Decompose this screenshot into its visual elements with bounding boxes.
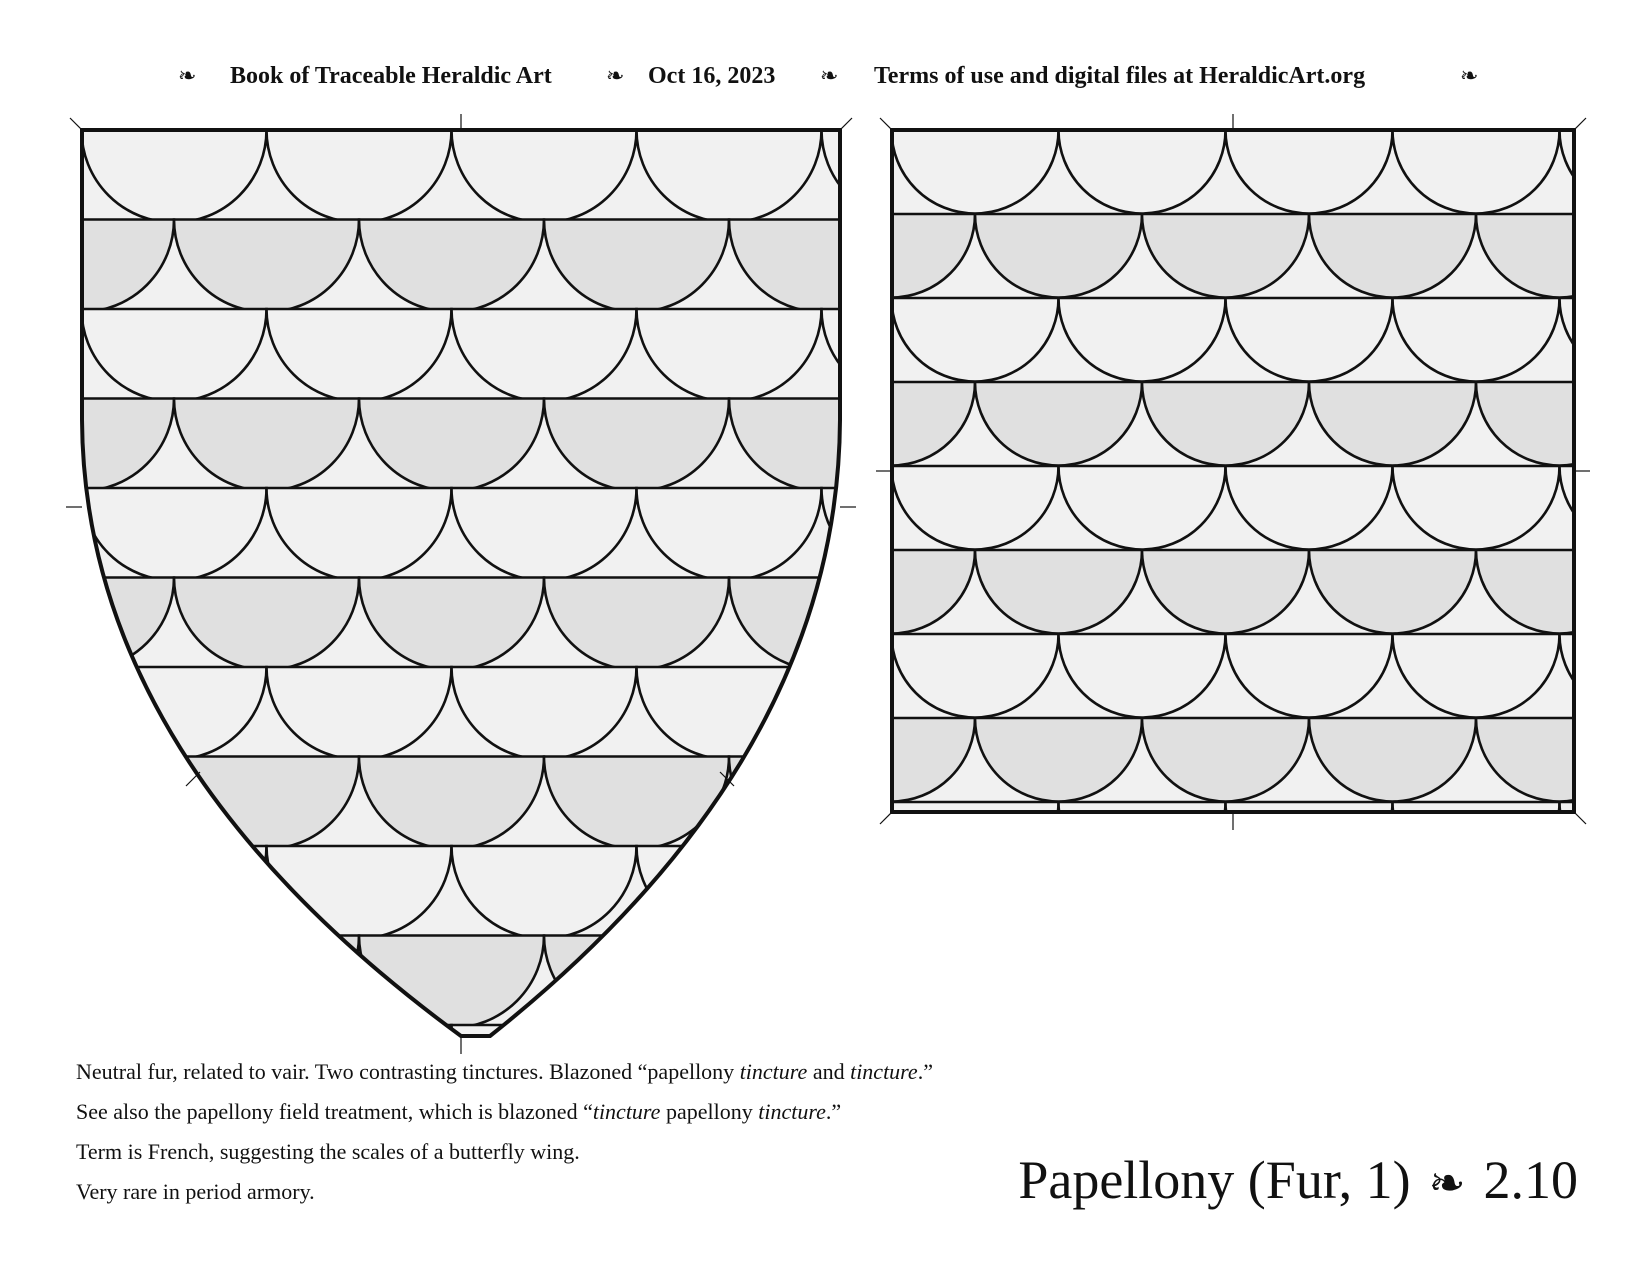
scale <box>641 886 808 970</box>
description <box>76 1052 933 1212</box>
scale <box>544 936 729 1029</box>
registration-mark <box>1574 812 1586 824</box>
description-line: Neutral fur, related to vair. Two contrasting tinctures. Blazoned “papellony tincture and tincture.” <box>76 1059 933 1084</box>
scale <box>0 936 174 1029</box>
scale <box>0 757 174 850</box>
scale <box>0 846 82 939</box>
scale <box>729 936 914 1029</box>
fleuron-icon: ❧ <box>178 63 197 88</box>
scale <box>1309 886 1476 970</box>
registration-mark <box>880 118 892 130</box>
scale <box>82 846 267 939</box>
fleuron-icon: ❧ <box>1460 63 1479 88</box>
scale <box>1142 886 1309 970</box>
scale <box>174 936 359 1029</box>
header-date: Oct 16, 2023 <box>648 63 776 89</box>
fleuron-icon: ❧ <box>820 63 839 88</box>
registration-mark <box>840 118 852 130</box>
scale <box>729 757 914 850</box>
scale <box>0 309 82 402</box>
scale <box>892 802 1059 886</box>
book-title: Book of Traceable Heraldic Art <box>230 63 552 89</box>
scale <box>1059 802 1226 886</box>
registration-mark <box>1574 118 1586 130</box>
scale <box>1393 802 1560 886</box>
fleuron-icon: ❧ <box>1428 1159 1466 1208</box>
scale <box>1643 214 1650 298</box>
plate-title <box>1018 1148 1578 1216</box>
fleuron-icon: ❧ <box>606 63 625 88</box>
plate-number: 2.10 <box>1483 1150 1578 1210</box>
scale <box>1643 886 1650 970</box>
scale <box>725 802 892 886</box>
scale <box>0 130 82 223</box>
registration-mark <box>880 812 892 824</box>
description-line: Very rare in period armory. <box>76 1179 315 1204</box>
plate-name: Papellony (Fur, 1) <box>1018 1150 1411 1210</box>
description-line: See also the papellony field treatment, which is blazoned “tincture papellony tincture.” <box>76 1099 842 1124</box>
scale <box>0 1025 82 1118</box>
scale <box>1643 718 1650 802</box>
scale <box>975 886 1142 970</box>
scale <box>0 667 82 760</box>
registration-mark <box>70 118 82 130</box>
scale <box>1560 802 1650 886</box>
scale <box>1643 382 1650 466</box>
scale <box>0 488 82 581</box>
scale <box>1643 550 1650 634</box>
scale <box>1476 886 1643 970</box>
scale <box>808 886 975 970</box>
registration-mark <box>186 772 200 786</box>
terms-link[interactable]: Terms of use and digital files at HeraldicArt.org <box>874 63 1366 89</box>
scale <box>637 846 822 939</box>
scale <box>822 846 1007 939</box>
scale <box>1226 802 1393 886</box>
scale <box>914 936 1099 1029</box>
description-line: Term is French, suggesting the scales of a butterfly wing. <box>76 1139 580 1164</box>
